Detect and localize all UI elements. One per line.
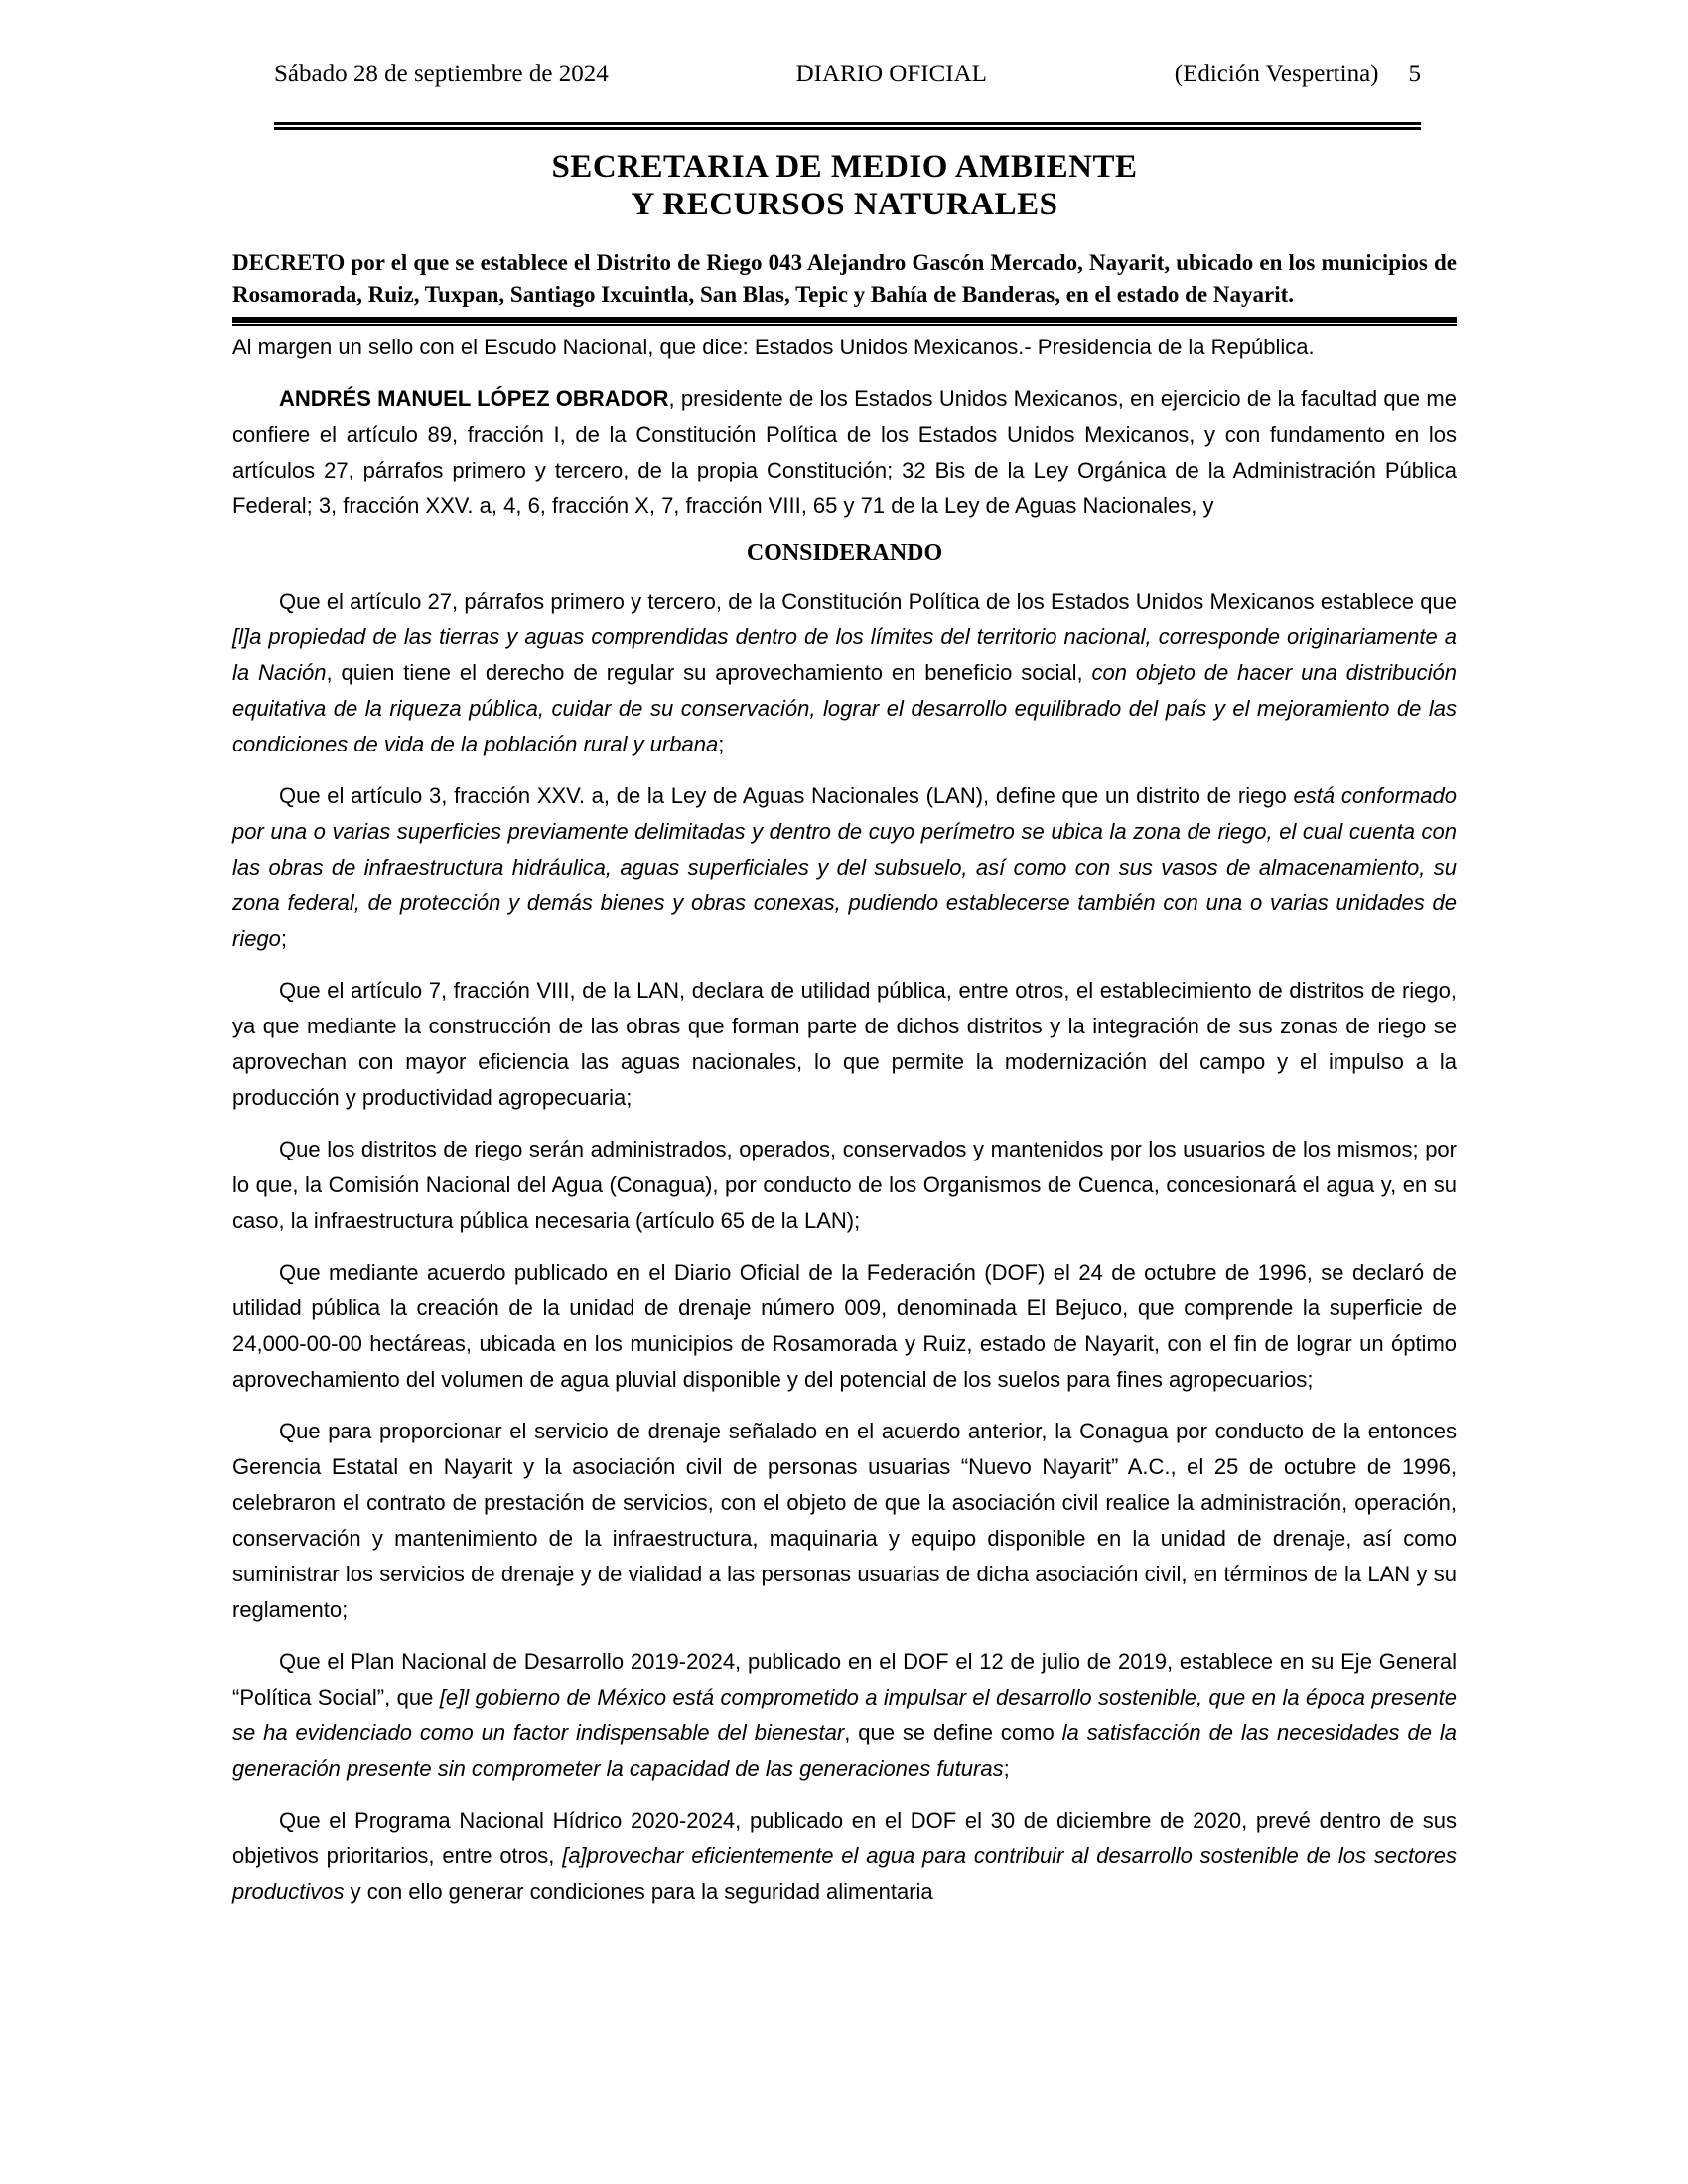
- considerando-paragraph: Que el artículo 27, párrafos primero y tercero, de la Constitución Política de los Estados Unidos Mexicanos establece que [l]a propiedad de las tierras y aguas comprendidas dentro de los límites del territorio nacional, corresponde originariamente a la Nación, quien tiene el derecho de regular su aprovechamiento en beneficio social, con objeto de hacer una distribución equitativa de la riqueza pública, cuidar de su conservación, lograr el desarrollo equilibrado del país y el mejoramiento de las condiciones de vida de la población rural y urbana;: [232, 589, 1457, 756]
- considerando-paragraph: Que mediante acuerdo publicado en el Diario Oficial de la Federación (DOF) el 24 de octubre de 1996, se declaró de utilidad pública la creación de la unidad de drenaje número 009, denominada El Bejuco, que comprende la superficie de 24,000-00-00 hectáreas, ubicada en los municipios de Rosamorada y Ruiz, estado de Nayarit, con el fin de lograr un óptimo aprovechamiento del volumen de agua pluvial disponible y del potencial de los suelos para fines agropecuarios;: [232, 1260, 1457, 1392]
- considerando-paragraph: Que el artículo 3, fracción XXV. a, de la Ley de Aguas Nacionales (LAN), define que un distrito de riego está conformado por una o varias superficies previamente delimitadas y dentro de cuyo perímetro se ubica la zona de riego, el cual cuenta con las obras de infraestructura hidráulica, aguas superficiales y del subsuelo, así como con sus vasos de almacenamiento, su zona federal, de protección y demás bienes y obras conexas, pudiendo establecerse también con una o varias unidades de riego;: [232, 783, 1457, 951]
- decree-rule: [232, 317, 1457, 326]
- header-date: Sábado 28 de septiembre de 2024: [274, 61, 609, 87]
- secretariat-title-line1: SECRETARIA DE MEDIO AMBIENTE: [551, 149, 1138, 185]
- considerando-paragraph: Que los distritos de riego serán administrados, operados, conservados y mantenidos por los usuarios de los mismos; por lo que, la Comisión Nacional del Agua (Conagua), por conducto de los Organismos de Cuenca, concesionará el agua y, en su caso, la infraestructura pública necesaria (artículo 65 de la LAN);: [232, 1137, 1457, 1233]
- secretariat-title-line2: Y RECURSOS NATURALES: [631, 187, 1058, 222]
- considerando-paragraph: Que para proporcionar el servicio de drenaje señalado en el acuerdo anterior, la Conagua por conducto de la entonces Gerencia Estatal en Nayarit y la asociación civil de personas usuarias “Nuevo Nayarit” A.C., el 25 de octubre de 1996, celebraron el contrato de prestación de servicios, con el objeto de que la asociación civil realice la administración, operación, conservación y mantenimiento de la infraestructura, maquinaria y equipo disponible en la unidad de drenaje, así como suministrar los servicios de drenaje y de vialidad a las personas usuarias de dicha asociación civil, en términos de la LAN y su reglamento;: [232, 1419, 1457, 1622]
- considerando-paragraph: Que el Plan Nacional de Desarrollo 2019-2024, publicado en el DOF el 12 de julio de 2019, establece en su Eje General “Política Social”, que [e]l gobierno de México está comprometido a impulsar el desarrollo sostenible, que en la época presente se ha evidenciado como un factor indispensable del bienestar, que se define como la satisfacción de las necesidades de la generación presente sin comprometer la capacidad de las generaciones futuras;: [232, 1649, 1458, 1781]
- considerando-heading: CONSIDERANDO: [746, 540, 943, 566]
- secretariat-title: [232, 148, 1457, 223]
- header-journal-name: DIARIO OFICIAL: [795, 61, 987, 87]
- header-edition-label: (Edición Vespertina): [1174, 61, 1379, 87]
- header-page-number: 5: [1408, 61, 1421, 87]
- preamble-paragraph: ANDRÉS MANUEL LÓPEZ OBRADOR, presidente de los Estados Unidos Mexicanos, en ejercicio de la facultad que me confiere el artículo 89, fracción I, de la Constitución Política de los Estados Unidos Mexicanos, y con fundamento en los artículos 27, párrafos primero y tercero, de la propia Constitución; 32 Bis de la Ley Orgánica de la Administración Pública Federal; 3, fracción XXV. a, 4, 6, fracción X, 7, fracción VIII, 65 y 71 de la Ley de Aguas Nacionales, y: [232, 386, 1457, 518]
- margin-note: Al margen un sello con el Escudo Nacional, que dice: Estados Unidos Mexicanos.- Presidencia de la República.: [232, 335, 1315, 359]
- page-header: [232, 60, 1457, 89]
- considerando-paragraph: Que el artículo 7, fracción VIII, de la LAN, declara de utilidad pública, entre otros, el establecimiento de distritos de riego, ya que mediante la construcción de las obras que forman parte de dichos distritos y la integración de sus zonas de riego se aprovechan con mayor eficiencia las aguas nacionales, lo que permite la modernización del campo y el impulso a la producción y productividad agropecuaria;: [232, 978, 1457, 1110]
- considerando-paragraph: Que el Programa Nacional Hídrico 2020-2024, publicado en el DOF el 30 de diciembre de 2020, prevé dentro de sus objetivos prioritarios, entre otros, [a]provechar eficientemente el agua para contribuir al desarrollo sostenible de los sectores productivos y con ello generar condiciones para la seguridad alimentaria: [232, 1808, 1457, 1904]
- decree-summary: DECRETO por el que se establece el Distrito de Riego 043 Alejandro Gascón Mercado, Nayarit, ubicado en los municipios de Rosamorada, Ruiz, Tuxpan, Santiago Ixcuintla, San Blas, Tepic y Bahía de Banderas, en el estado de Nayarit.: [232, 250, 1457, 307]
- considerando-paragraphs: [232, 584, 1457, 1910]
- header-rule: [274, 122, 1421, 130]
- header-edition: [1175, 60, 1421, 89]
